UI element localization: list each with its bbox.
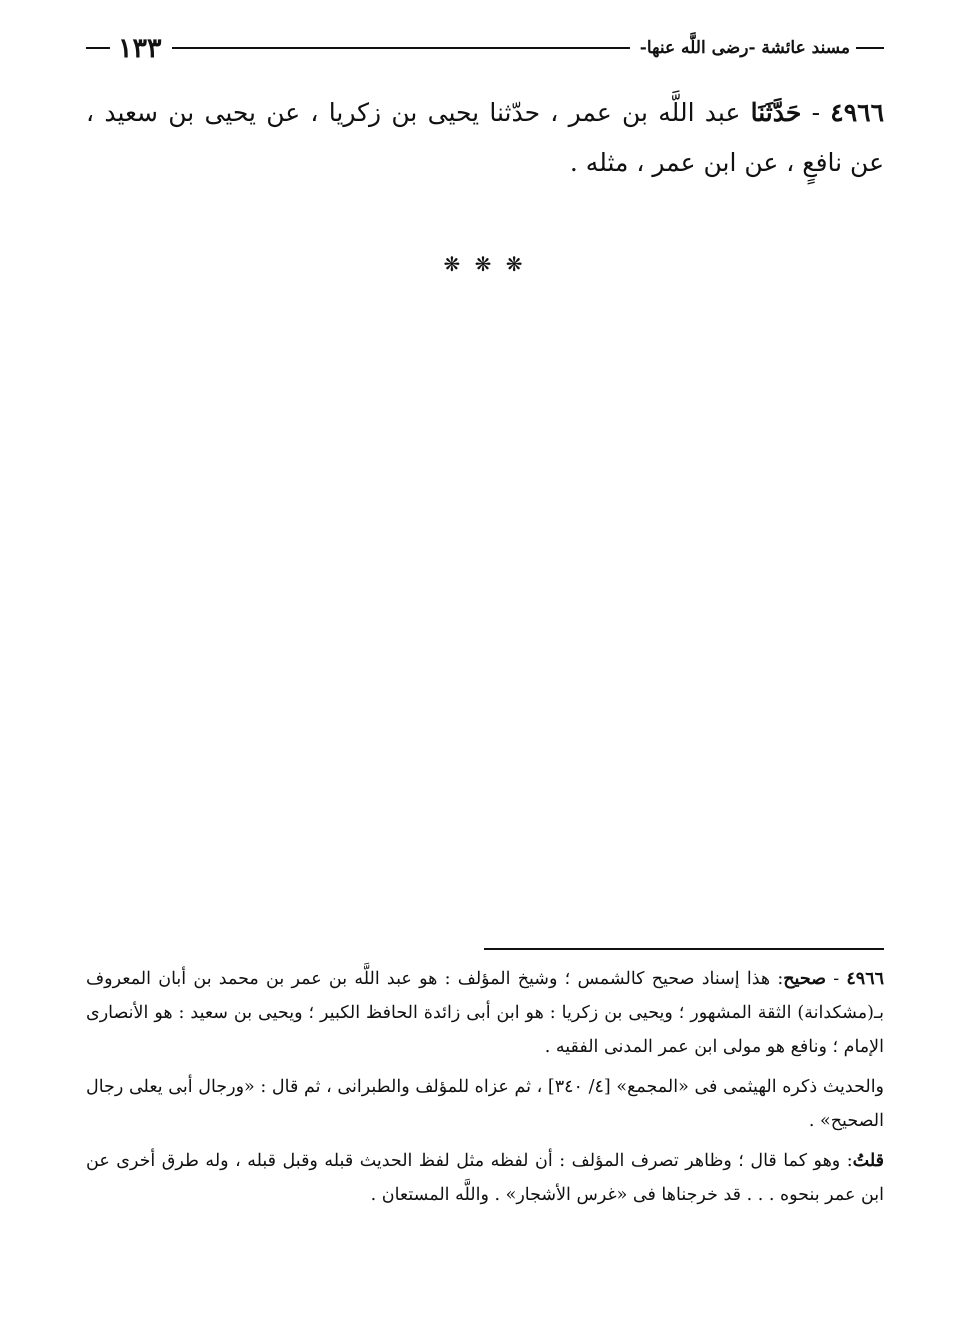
page-number: ١٣٣ [118, 32, 162, 64]
header-rule [172, 47, 630, 49]
hadith-number: ٤٩٦٦ [830, 98, 885, 127]
header-title: مسند عائشة -رضى اللَّه عنها- [639, 38, 850, 58]
footnote-paragraph-3 [86, 1144, 884, 1212]
footnote-number: ٤٩٦٦ [846, 969, 884, 989]
header-dash-right [856, 47, 884, 49]
footnote-separator [484, 948, 884, 950]
header-dash-left [86, 47, 110, 49]
section-divider-stars: ❋ ❋ ❋ [443, 252, 527, 276]
footnote-text-3: : وهو كما قال ؛ وظاهر تصرف المؤلف : أن لفظه مثل لفظ الحديث قبله وقبل قبله ، وله طرق أخرى عن ابن عمر بنحوه . . . قد خرجناها فى «غرس الأشجار» . واللَّه المستعان . [86, 1151, 884, 1205]
hadith-body: عبد اللَّه بن عمر ، حدّثنا يحيى بن زكريا ، عن يحيى بن سعيد ، عن نافعٍ ، عن ابن عمر ، مثله . [86, 98, 884, 177]
footnote-grade-label: صحيح [783, 969, 826, 989]
footnote-qultu-label: قلتُ [852, 1151, 884, 1171]
hadith-lead-word: حَدَّثَنَا [750, 98, 802, 127]
running-header [86, 28, 884, 68]
footnote-text-1: : هذا إسناد صحيح كالشمس ؛ وشيخ المؤلف : هو عبد اللَّه بن عمر بن محمد بن أبان المعروف بـ(مشكدانة) الثقة المشهور ؛ ويحيى بن زكريا : هو ابن أبى زائدة الحافظ الكبير ؛ ويحيى بن سعيد : هو الأنصارى الإمام ؛ ونافع هو مولى ابن عمر المدنى الفقيه . [86, 969, 884, 1057]
hadith-separator: - [801, 98, 831, 127]
hadith-text [86, 88, 884, 188]
footnote-paragraph-2 [86, 1070, 884, 1138]
footnote-text-2: والحديث ذكره الهيثمى فى «المجمع» [٤/ ٣٤٠] ، ثم عزاه للمؤلف والطبرانى ، ثم قال : «ورجال أبى يعلى رجال الصحيح» . [86, 1077, 885, 1131]
footnote-paragraph-1 [86, 962, 884, 1064]
footnotes [86, 962, 884, 1218]
footnote-separator-dash: - [826, 969, 847, 989]
